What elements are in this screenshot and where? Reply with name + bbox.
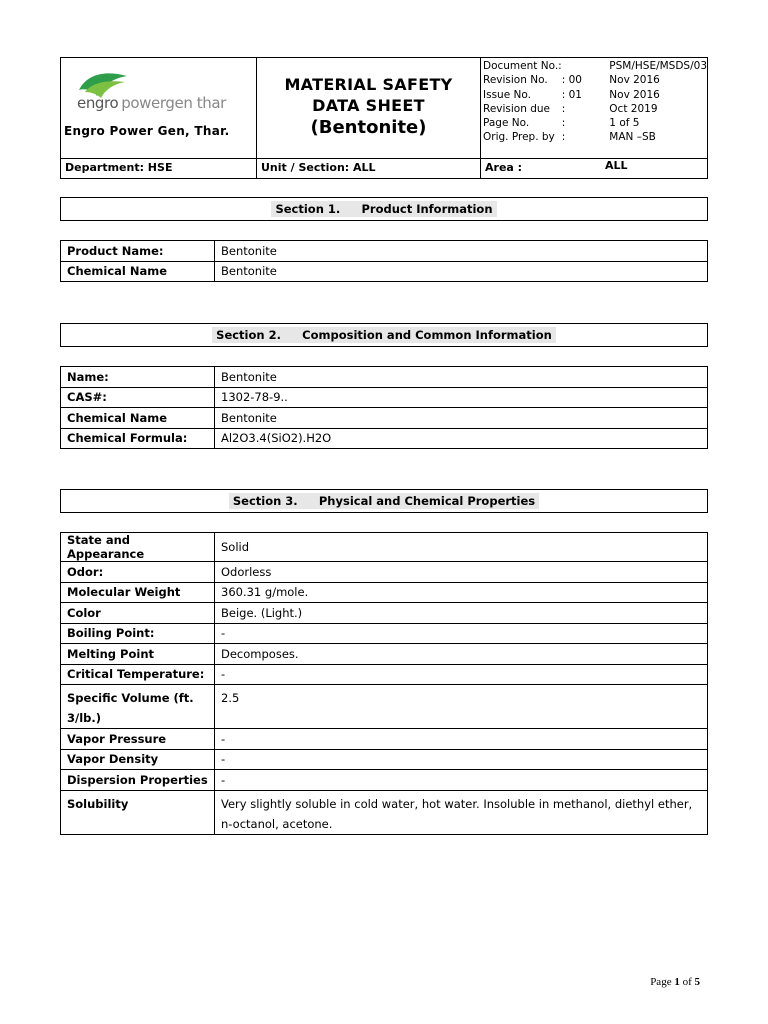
property-value: 2.5 [215,685,708,729]
property-value: Beige. (Light.) [215,603,708,624]
section-1-header [60,197,708,221]
unit-label: Unit / Section: ALL [257,159,481,179]
section-3-header [60,489,708,513]
title-material: (Bentonite) [310,117,427,138]
property-value: Al2O3.4(SiO2).H2O [215,428,708,449]
property-value: Odorless [215,562,708,583]
meta-row [483,59,707,73]
meta-value: MAN –SB [609,131,656,144]
table-row [61,685,708,729]
property-name: Chemical Formula: [61,428,215,449]
meta-label: Revision No. [483,74,548,87]
meta-separator: : [561,117,566,130]
table-row [61,261,708,282]
table-row [61,408,708,429]
property-name: Molecular Weight [61,582,215,603]
property-name: Vapor Density [61,749,215,770]
footer-page: 1 [674,976,680,988]
table-row [61,241,708,262]
meta-label: Page No. [483,117,530,130]
logo-cell [61,58,257,158]
table-row [61,562,708,583]
property-value: Decomposes. [215,644,708,665]
property-value: - [215,770,708,791]
section-number: Section 1. [275,202,341,216]
section-title: Composition and Common Information [302,328,552,342]
property-value: Solid [215,533,708,562]
company-name: Engro Power Gen, Thar. [64,124,230,138]
property-value: - [215,749,708,770]
meta-separator: : 00 [561,74,582,87]
table-row [61,644,708,665]
meta-label: Orig. Prep. by [483,131,555,144]
meta-value: Nov 2016 [609,88,660,101]
property-name: Color [61,603,215,624]
property-name: Dispersion Properties [61,770,215,791]
table-row [61,749,708,770]
table-row [61,367,708,388]
table-row [61,603,708,624]
section-number: Section 3. [232,494,298,508]
meta-row [483,116,707,130]
footer-prefix: Page [650,976,672,988]
table-row [61,582,708,603]
section-number: Section 2. [216,328,281,342]
property-name: Critical Temperature: [61,664,215,685]
meta-row [483,130,707,144]
table-row [61,664,708,685]
property-value: 360.31 g/mole. [215,582,708,603]
table-row [61,729,708,750]
meta-row [483,73,707,87]
document-title [257,58,481,158]
area-value: ALL [605,159,628,172]
property-value: Bentonite [215,241,708,262]
property-value: 1302-78-9.. [215,387,708,408]
title-line-2: DATA SHEET [312,96,425,115]
meta-label: Issue No. [483,88,531,101]
property-name: Product Name: [61,241,215,262]
table-row [61,428,708,449]
meta-row [483,102,707,116]
property-value: - [215,729,708,750]
meta-value: Nov 2016 [609,74,660,87]
logo-wordmark: engro powergen thar [77,94,226,112]
table-row [61,790,708,834]
property-value: - [215,664,708,685]
meta-row [483,88,707,102]
table-row [61,770,708,791]
property-name: Chemical Name [61,261,215,282]
meta-separator [562,59,610,73]
meta-value: Oct 2019 [609,102,658,115]
section-2-table [60,366,708,449]
property-value: - [215,623,708,644]
section-2-header [60,323,708,347]
title-line-1: MATERIAL SAFETY [284,75,453,94]
section-title: Product Information [361,202,493,216]
property-name: Solubility [61,790,215,834]
property-name: Odor: [61,562,215,583]
property-name: Chemical Name [61,408,215,429]
meta-value: PSM/HSE/MSDS/03 [609,60,707,72]
property-name: Name: [61,367,215,388]
property-name: CAS#: [61,387,215,408]
meta-value: 1 of 5 [609,117,640,130]
header-row-department [61,158,707,178]
table-row [61,623,708,644]
property-name: Vapor Pressure [61,729,215,750]
document-header [60,57,708,179]
section-1-table [60,240,708,282]
footer-total: 5 [694,976,700,988]
table-row [61,533,708,562]
property-value: Very slightly soluble in cold water, hot water. Insoluble in methanol, diethyl ether, n-octanol, acetone. [215,790,708,834]
section-3-table [60,532,708,835]
property-value: Bentonite [215,367,708,388]
department-label: Department: HSE [61,159,257,179]
property-name: Boiling Point: [61,623,215,644]
footer-of: of [682,976,692,988]
meta-separator: : 01 [561,88,582,101]
property-name: State and Appearance [61,533,215,562]
document-meta [481,58,707,158]
property-value: Bentonite [215,408,708,429]
meta-label: Document No.: [483,60,562,72]
property-name: Melting Point [61,644,215,665]
property-value: Bentonite [215,261,708,282]
page-footer [650,976,700,988]
meta-separator: : [561,131,566,144]
meta-table [483,59,707,145]
table-row [61,387,708,408]
area-label: Area : [485,161,523,174]
property-name: Specific Volume (ft. 3/lb.) [61,685,215,729]
meta-label: Revision due [483,102,550,115]
section-title: Physical and Chemical Properties [318,494,536,508]
meta-separator: : [561,102,566,115]
